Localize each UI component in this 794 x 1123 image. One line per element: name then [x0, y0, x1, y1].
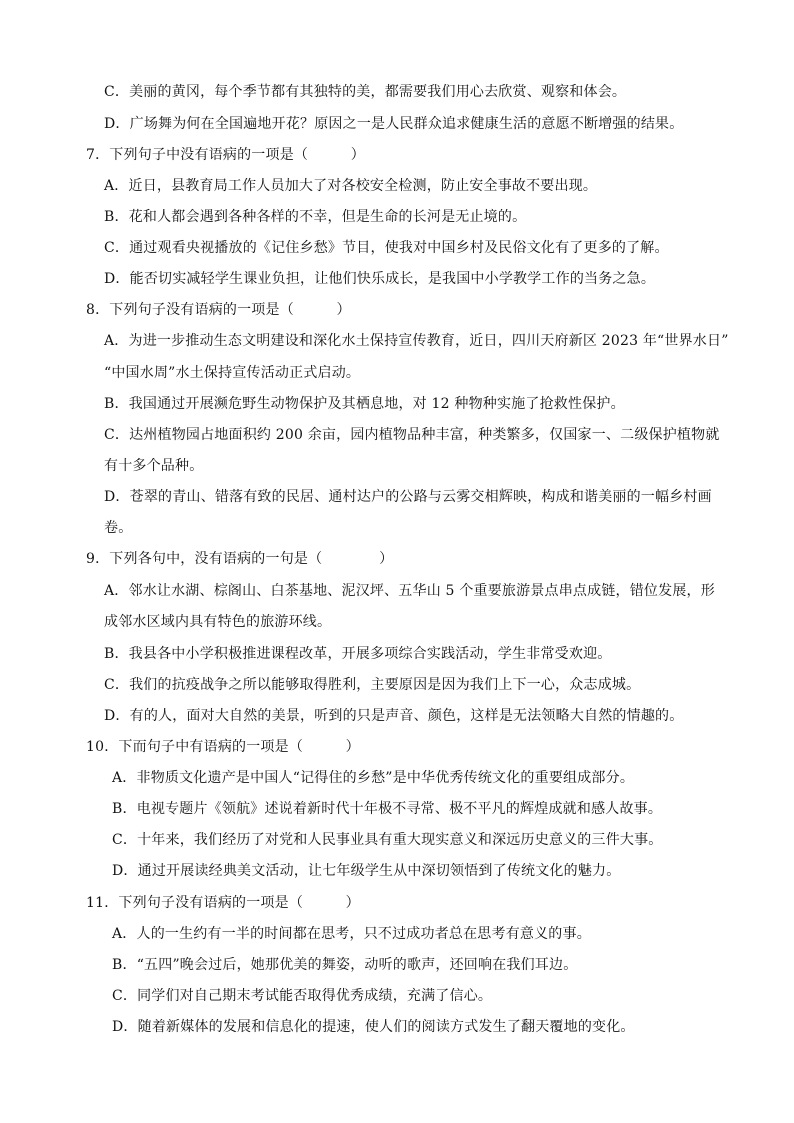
question-8-option-b: B．我国通过开展濒危野生动物保护及其栖息地，对 12 种物种实施了抢救性保护。 [104, 396, 625, 412]
question-8-option-c-cont: 有十多个品种。 [104, 458, 204, 474]
question-9-stem: 9．下列各句中，没有语病的一句是（ ） [86, 551, 394, 567]
question-11-option-c: C．同学们对自己期末考试能否取得优秀成绩，充满了信心。 [112, 988, 493, 1004]
question-7-option-c: C．通过观看央视播放的《记住乡愁》节目，使我对中国乡村及民俗文化有了更多的了解。 [104, 240, 669, 256]
question-10-option-b: B．电视专题片《领航》述说着新时代十年极不寻常、极不平凡的辉煌成就和感人故事。 [112, 801, 663, 817]
question-7-option-b: B．花和人都会遇到各种各样的不幸，但是生命的长河是无止境的。 [104, 209, 527, 225]
question-10-option-c: C．十年来，我们经历了对党和人民事业具有重大现实意义和深远历史意义的三件大事。 [112, 832, 663, 848]
question-11-option-b: B．“五四”晚会过后，她那优美的舞姿，动听的歌声，还回响在我们耳边。 [112, 957, 578, 973]
question-9-option-c: C．我们的抗疫战争之所以能够取得胜利，主要原因是因为我们上下一心，众志成城。 [104, 677, 641, 693]
question-11-option-d: D．随着新媒体的发展和信息化的提速，使人们的阅读方式发生了翻天覆地的变化。 [112, 1019, 635, 1035]
question-8-option-a: A．为进一步推动生态文明建设和深化水土保持宣传教育，近日，四川天府新区 2023 年“世界水日” [104, 333, 729, 349]
question-7-stem: 7．下列句子中没有语病的一项是（ ） [86, 147, 365, 163]
question-9-option-d: D．有的人，面对大自然的美景，听到的只是声音、颜色，这样是无法领略大自然的情趣的。 [104, 708, 684, 724]
question-10-option-a: A．非物质文化遗产是中国人“记得住的乡愁”是中华优秀传统文化的重要组成部分。 [112, 770, 635, 786]
question-8-option-c: C．达州植物园占地面积约 200 余亩，园内植物品种丰富，种类繁多，仅国家一、二级保护植物就 [104, 427, 720, 443]
question-10-stem: 10．下而句子中有语病的一项是（ ） [86, 739, 360, 755]
question-8-option-a-cont: “中国水周”水土保持宣传活动正式启动。 [104, 365, 361, 381]
question-7-option-a: A．近日，县教育局工作人员加大了对各校安全检测，防止安全事故不要出现。 [104, 178, 598, 194]
question-9-option-b: B．我县各中小学积极推进课程改革，开展多项综合实践活动，学生非常受欢迎。 [104, 646, 612, 662]
prev-option-c: C．美丽的黄冈，每个季节都有其独特的美，都需要我们用心去欣赏、观察和体会。 [104, 84, 627, 100]
question-10-option-d: D．通过开展读经典美文活动，让七年级学生从中深切领悟到了传统文化的魅力。 [112, 863, 621, 879]
prev-option-d: D．广场舞为何在全国遍地开花？原因之一是人民群众追求健康生活的意愿不断增强的结果。 [104, 116, 684, 132]
question-8-stem: 8．下列句子没有语病的一项是（ ） [86, 302, 351, 318]
question-8-option-d-cont: 卷。 [104, 520, 133, 536]
question-8-option-d: D．苍翠的青山、错落有致的民居、通村达户的公路与云雾交相辉映，构成和谐美丽的一幅乡村画 [104, 489, 712, 505]
question-9-option-a-cont: 成邻水区域内具有特色的旅游环线。 [104, 614, 332, 630]
question-9-option-a: A．邻水让水湖、棕阁山、白茶基地、泥汉坪、五华山 5 个重要旅游景点串点成链，错位发展，形 [104, 583, 715, 599]
question-11-stem: 11．下列句子没有语病的一项是（ ） [86, 895, 360, 911]
question-7-option-d: D．能否切实减轻学生课业负担，让他们快乐成长，是我国中小学教学工作的当务之急。 [104, 271, 656, 287]
question-11-option-a: A．人的一生约有一半的时间都在思考，只不过成功者总在思考有意义的事。 [112, 926, 591, 942]
